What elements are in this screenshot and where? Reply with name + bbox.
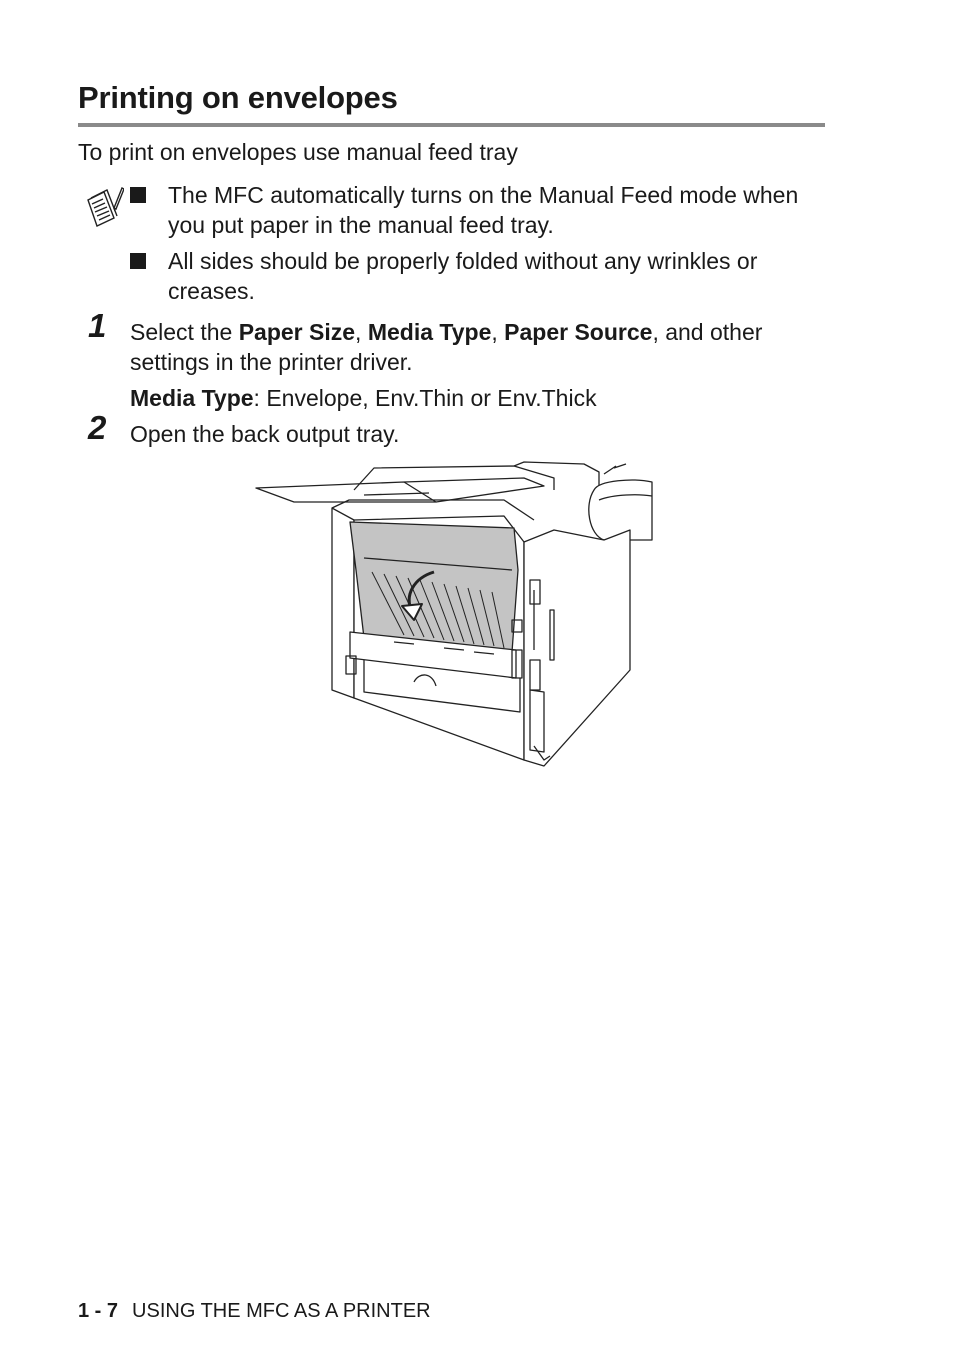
- intro-text: To print on envelopes use manual feed tray: [78, 139, 518, 165]
- page-footer: [78, 1300, 431, 1323]
- chapter-title: USING THE MFC AS A PRINTER: [132, 1300, 431, 1322]
- note-text: The MFC automatically turns on the Manual Feed mode when you put paper in the manual feed tray.: [168, 182, 799, 238]
- step-subtext: Media Type: Envelope, Env.Thin or Env.Thick: [130, 385, 597, 411]
- note-text: All sides should be properly folded without any wrinkles or creases.: [168, 248, 758, 304]
- note-bullet: [130, 253, 146, 269]
- step-number: 1: [88, 307, 107, 344]
- step-text: Select the Paper Size, Media Type, Paper Source, and other settings in the printer driver.: [130, 319, 763, 375]
- page-title: Printing on envelopes: [78, 80, 398, 115]
- step-number: 2: [88, 409, 107, 446]
- note-bullet: [130, 187, 146, 203]
- note-pad-pencil-icon: [84, 184, 124, 228]
- title-underline: [78, 123, 825, 127]
- step-text: Open the back output tray.: [130, 421, 400, 447]
- printer-back-illustration: [254, 460, 654, 770]
- page-number: 1 - 7: [78, 1300, 119, 1322]
